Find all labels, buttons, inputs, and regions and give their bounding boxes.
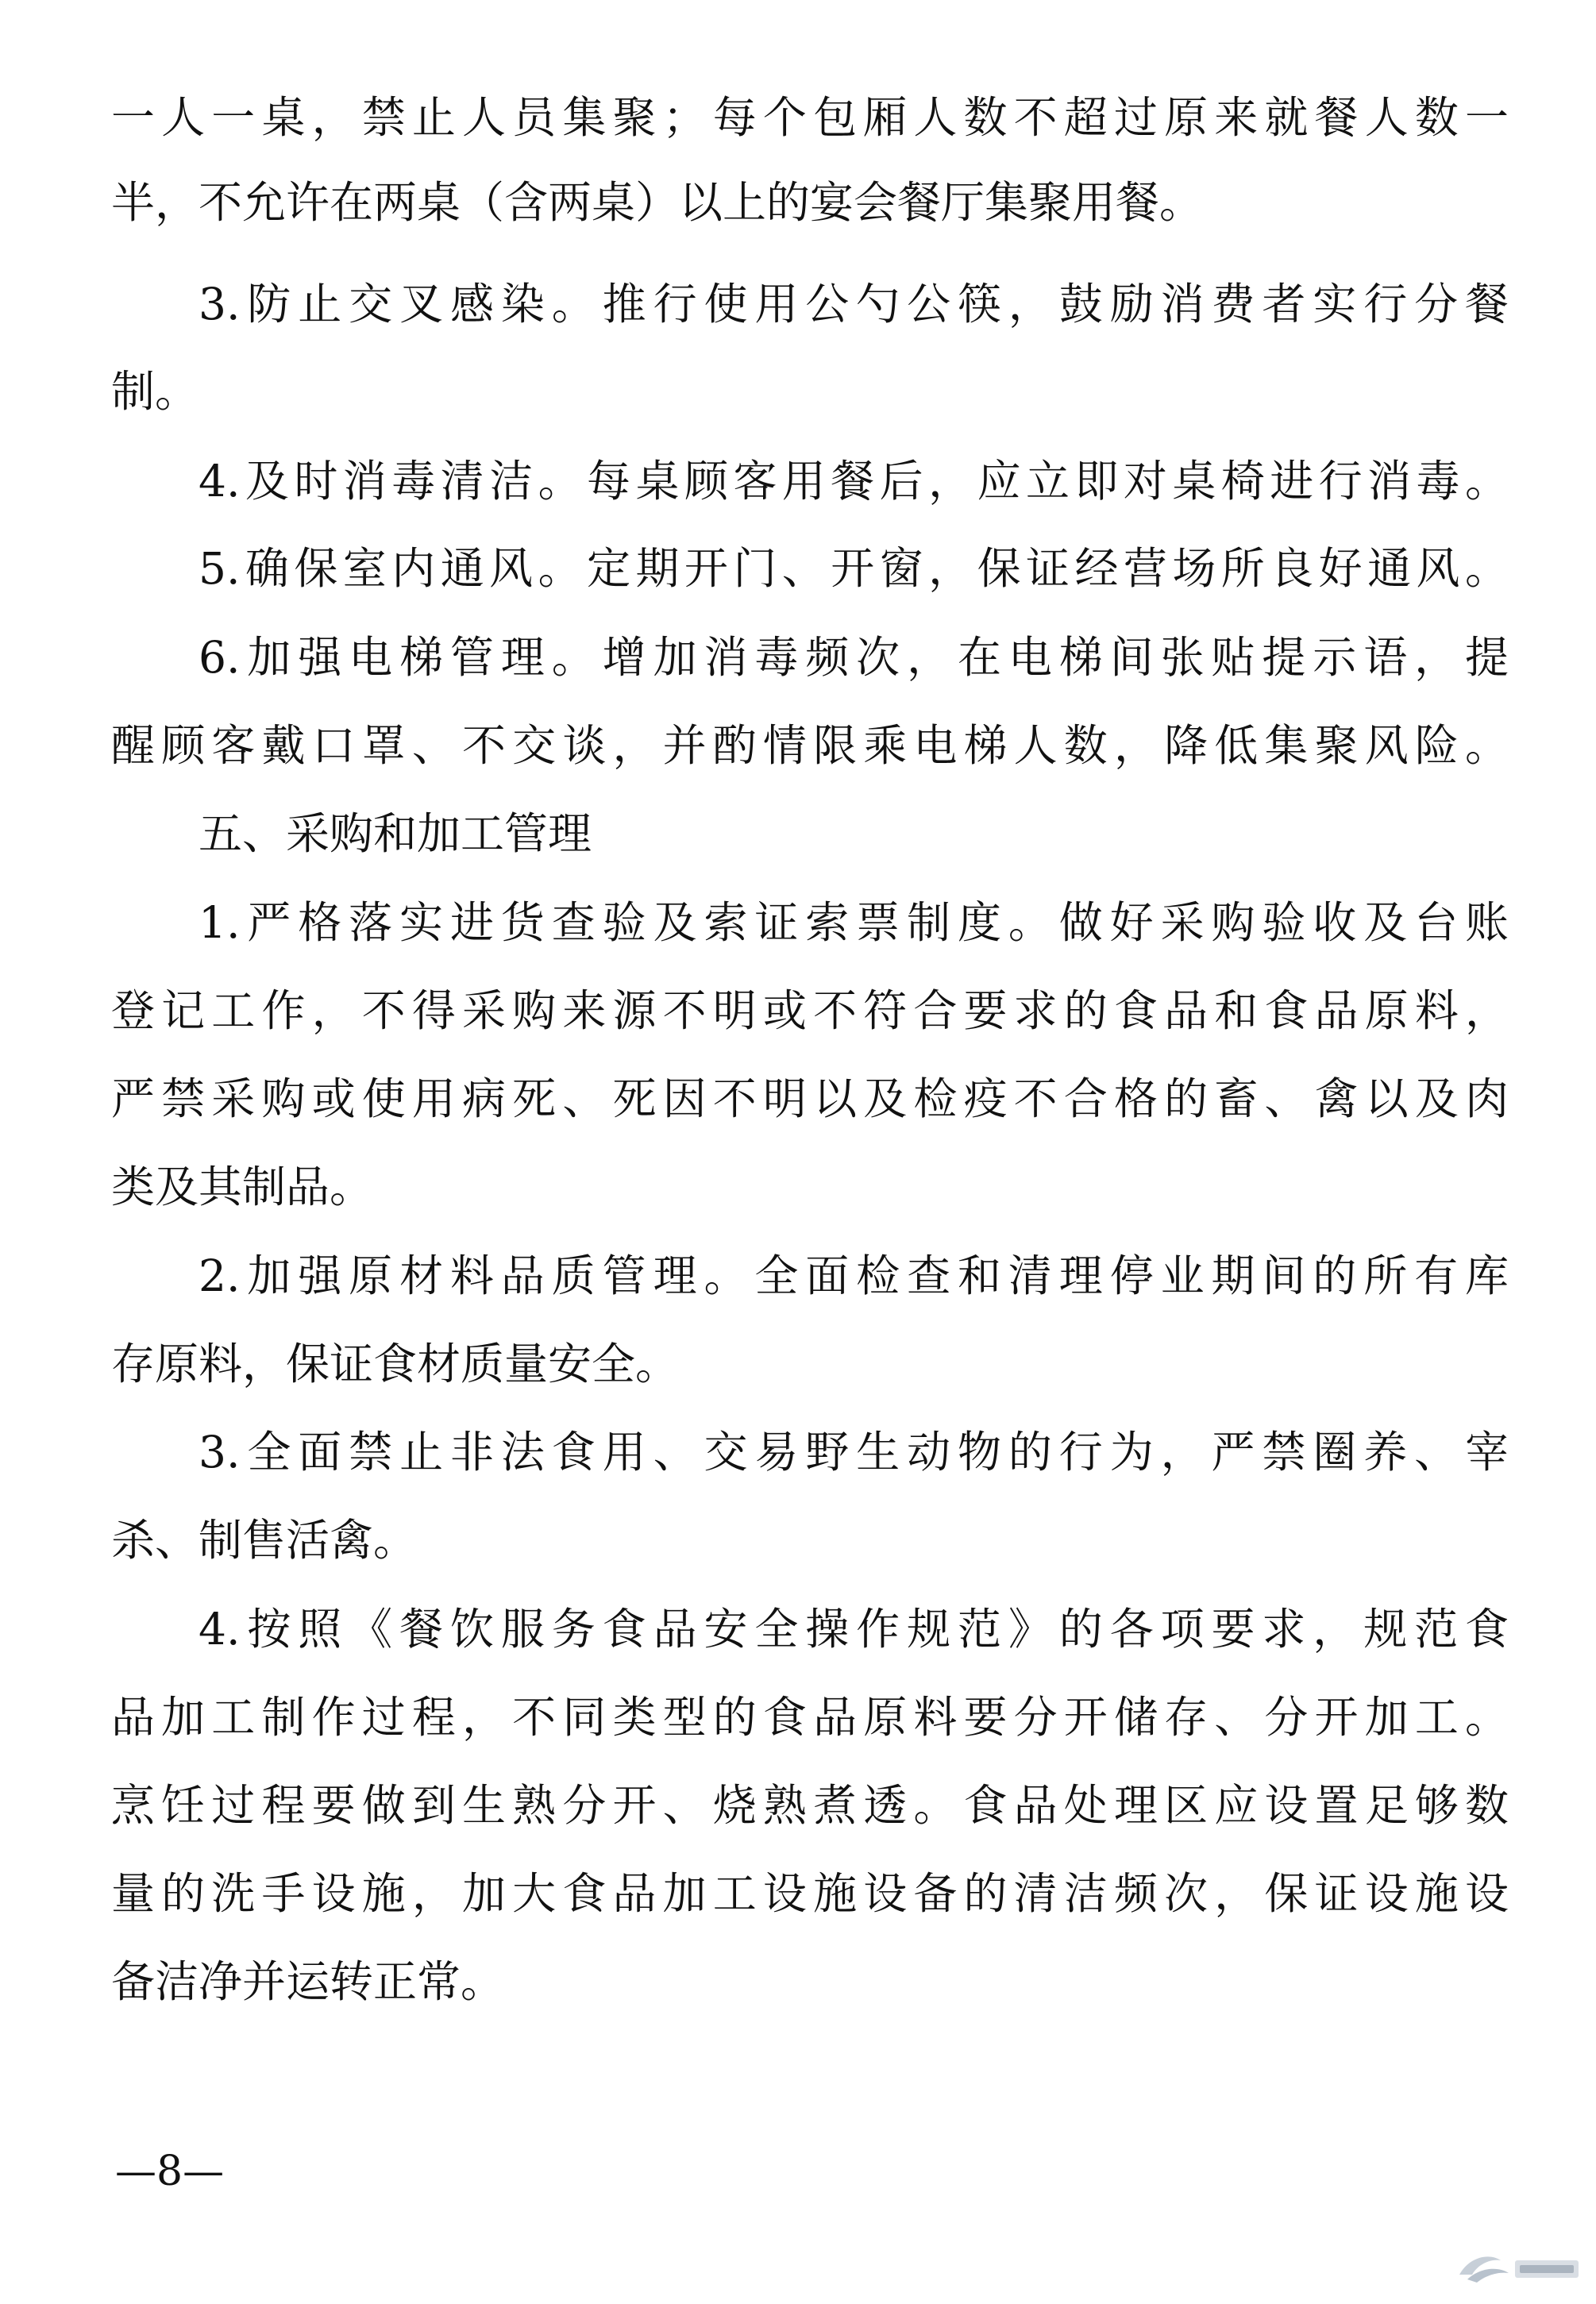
paragraph-line: 醒顾客戴口罩、不交谈，并酌情限乘电梯人数，降低集聚风险。 xyxy=(111,720,1509,771)
paragraph-line: 备洁净并运转正常。 xyxy=(111,1956,505,2007)
paragraph-line: 登记工作，不得采购来源不明或不符合要求的食品和食品原料， xyxy=(111,985,1509,1036)
paragraph-line: 3.全面禁止非法食用、交易野生动物的行为，严禁圈养、宰 xyxy=(199,1427,1509,1478)
paragraph-line: 杀、制售活禽。 xyxy=(111,1515,418,1566)
paragraph-line: 半，不允许在两桌（含两桌）以上的宴会餐厅集聚用餐。 xyxy=(111,177,1204,228)
watermark-logo-icon xyxy=(1453,2243,1584,2291)
paragraph-line: 4.按照《餐饮服务食品安全操作规范》的各项要求，规范食 xyxy=(199,1604,1509,1655)
paragraph-line: 存原料，保证食材质量安全。 xyxy=(111,1339,680,1389)
paragraph-line: 1.严格落实进货查验及索证索票制度。做好采购验收及台账 xyxy=(199,897,1509,948)
paragraph-line: 量的洗手设施，加大食品加工设施设备的清洁频次，保证设施设 xyxy=(111,1868,1509,1919)
page-number: —8— xyxy=(115,2148,225,2195)
paragraph-line: 一人一桌，禁止人员集聚；每个包厢人数不超过原来就餐人数一 xyxy=(111,92,1509,143)
paragraph-line: 5.确保室内通风。定期开门、开窗，保证经营场所良好通风。 xyxy=(199,543,1509,594)
paragraph-line: 3.防止交叉感染。推行使用公勺公筷，鼓励消费者实行分餐 xyxy=(199,279,1509,329)
paragraph-line: 4.及时消毒清洁。每桌顾客用餐后，应立即对桌椅进行消毒。 xyxy=(199,456,1509,507)
paragraph-line: 类及其制品。 xyxy=(111,1162,374,1212)
section-heading: 五、采购和加工管理 xyxy=(199,808,592,859)
paragraph-line: 6.加强电梯管理。增加消毒频次，在电梯间张贴提示语，提 xyxy=(199,632,1509,683)
paragraph-line: 严禁采购或使用病死、死因不明以及检疫不合格的畜、禽以及肉 xyxy=(111,1073,1509,1124)
paragraph-line: 2.加强原材料品质管理。全面检查和清理停业期间的所有库 xyxy=(199,1250,1509,1301)
paragraph-line: 烹饪过程要做到生熟分开、烧熟煮透。食品处理区应设置足够数 xyxy=(111,1780,1509,1831)
paragraph-line: 制。 xyxy=(111,366,199,417)
paragraph-line: 品加工制作过程，不同类型的食品原料要分开储存、分开加工。 xyxy=(111,1692,1509,1743)
